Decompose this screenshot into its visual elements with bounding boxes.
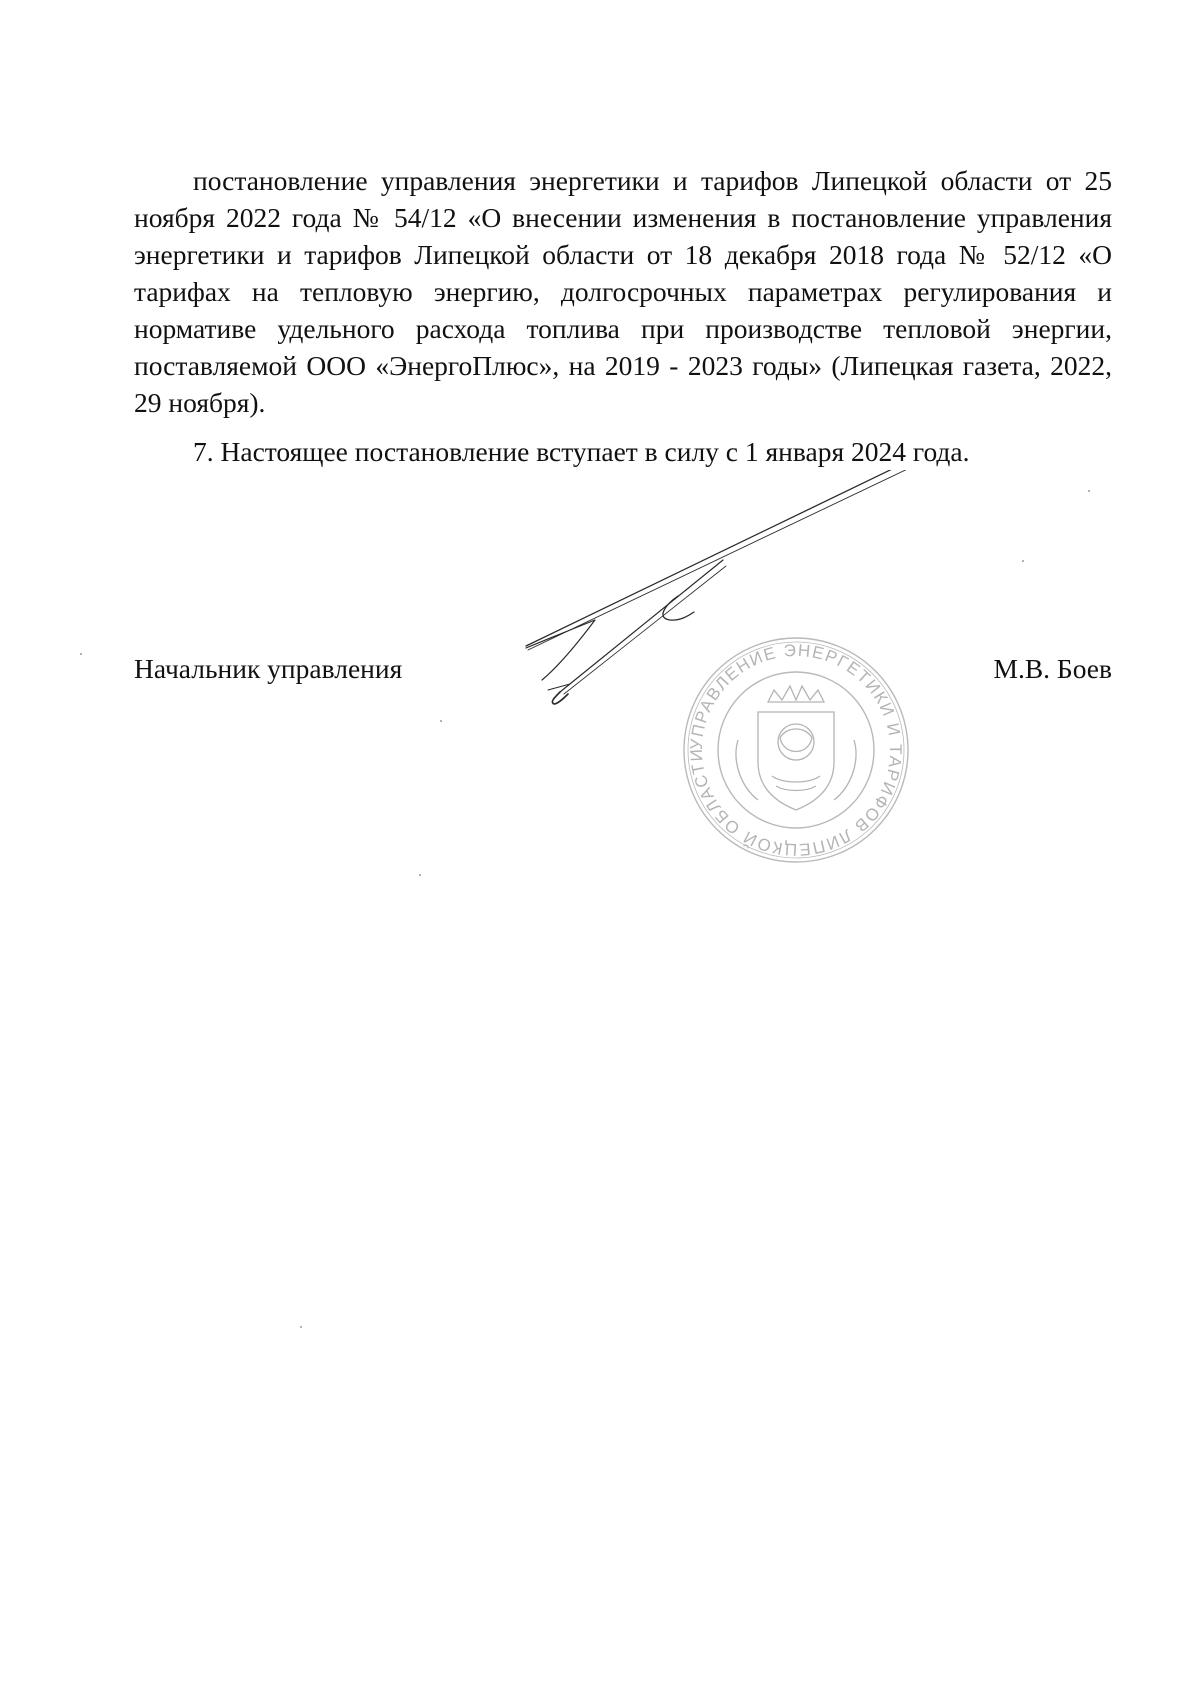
scan-speck	[1022, 560, 1024, 562]
official-seal-stamp	[676, 630, 916, 870]
scan-speck	[419, 874, 421, 876]
scan-speck	[80, 653, 82, 655]
signer-name: М.В. Боев	[993, 653, 1112, 684]
scan-speck	[1088, 490, 1090, 492]
clause-7: 7. Настоящее постановление вступает в силу с 1 января 2024 года.	[193, 436, 970, 467]
scan-speck	[300, 1326, 302, 1328]
paragraph-continuation: постановление управления энергетики и тарифов Липецкой области от 25 ноября 2022 года № 54/12 «О внесении изменения в постановление управления энергетики и тарифов Липецкой области от 18 декабря 2018 года № 52/12 «О тарифах на тепловую энергию, долгосрочных параметрах регулирования и нормативе удельного расхода топлива при производстве тепловой энергии, поставляемой ООО «ЭнергоПлюс», на 2019 - 2023 годы» (Липецкая газета, 2022, 29 ноября).	[134, 165, 1112, 418]
coat-of-arms-icon	[736, 686, 856, 810]
scan-speck	[440, 720, 442, 722]
signer-position: Начальник управления	[134, 653, 403, 684]
stamp-ring-text: УПРАВЛЕНИЕ ЭНЕРГЕТИКИ И ТАРИФОВ ЛИПЕЦКОЙ ОБЛАСТИ	[686, 640, 906, 860]
